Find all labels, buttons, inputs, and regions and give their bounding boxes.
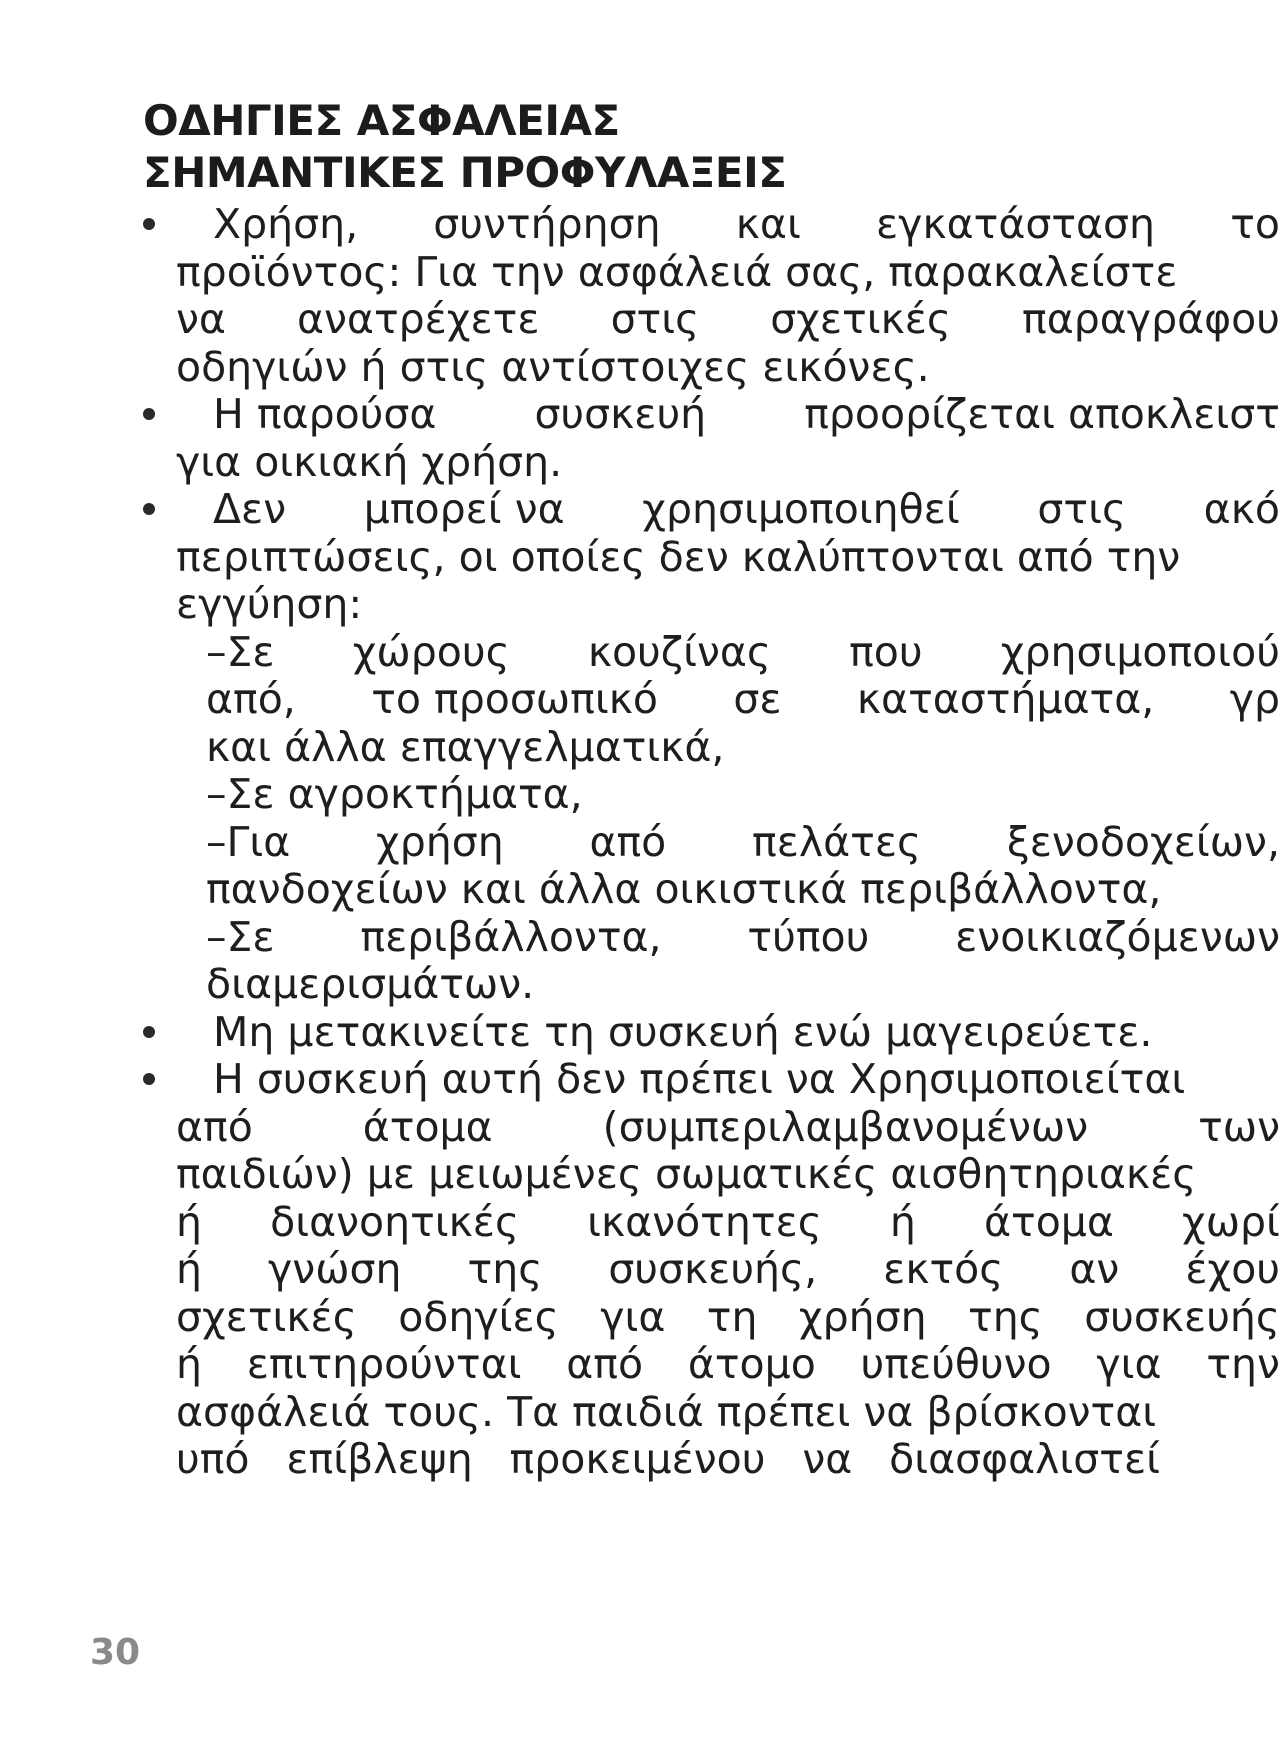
word: την [1206, 1340, 1280, 1388]
word: που [849, 627, 923, 676]
safety-instructions-list [0, 200, 1280, 1620]
word: ή [176, 1197, 202, 1246]
word: σχετικές [176, 1292, 357, 1341]
word: αν [1069, 1245, 1120, 1293]
word: επίβλεψη [286, 1435, 473, 1483]
word: επιτηρούνται [246, 1340, 522, 1388]
word: σε [733, 675, 782, 723]
word: χρήση [376, 817, 504, 866]
word: συσκευής [1084, 1292, 1280, 1341]
word: της [968, 1292, 1043, 1341]
word: χρήση [798, 1292, 927, 1341]
word: Η παρούσα [213, 390, 437, 438]
word: για [600, 1292, 666, 1341]
word: διανοητικές [270, 1197, 520, 1246]
word: συσκευή [534, 390, 707, 438]
word: και [735, 200, 801, 248]
list-item-line [176, 1386, 1156, 1438]
word: άτομο [687, 1340, 816, 1388]
word: ή [176, 1340, 202, 1388]
bullet-icon [143, 503, 155, 515]
list-item-line [213, 1053, 1185, 1105]
bullet-icon [143, 408, 155, 420]
word: ικανότητες [587, 1197, 822, 1246]
list-item-line [176, 293, 1280, 345]
list-item-line [176, 1148, 1196, 1200]
word: –Σε [206, 912, 275, 961]
list-item-line [176, 1243, 1280, 1295]
word: ακό [1203, 485, 1280, 533]
word: ξενοδοχείων, [1006, 817, 1280, 866]
word: να [176, 295, 226, 343]
word: ανατρέχετε [296, 295, 540, 343]
word: συσκευής, [608, 1245, 818, 1293]
word: Χρήση, [213, 200, 359, 248]
word: σχετικές [770, 295, 951, 343]
word: παραγράφου [1022, 295, 1280, 343]
word: στις [1037, 485, 1127, 533]
list-item-line [176, 1433, 1160, 1485]
word: άτομα [983, 1197, 1114, 1246]
word: χρησιμοποιού [1000, 627, 1280, 676]
list-item-line [176, 1196, 1280, 1248]
word: ασφάλειά τους. Τα παιδιά πρέπει να βρίσκονται [176, 1387, 1157, 1436]
word: –Σε αγροκτήματα, [206, 770, 583, 818]
list-item-line [176, 1101, 1280, 1153]
word: ενοικιαζόμενων [955, 912, 1280, 961]
word: και άλλα επαγγελματικά, [206, 722, 725, 771]
word: προορίζεται αποκλειστ [804, 390, 1280, 438]
word: διασφαλιστεί [889, 1435, 1160, 1483]
sub-item-line [206, 673, 1280, 725]
sub-item-line [206, 626, 1280, 678]
word: εγγύηση: [176, 580, 363, 628]
word: ή [176, 1245, 202, 1293]
word: υπό [176, 1435, 250, 1483]
word: από [566, 1340, 644, 1388]
word: Η συσκευή αυτή δεν πρέπει να Χρησιμοποιείται [213, 1055, 1186, 1103]
word: προϊόντος: Για την ασφάλειά σας, παρακαλείστε [176, 247, 1178, 296]
list-item-line [176, 341, 930, 393]
page-heading [143, 95, 786, 199]
word: γνώση [268, 1245, 402, 1293]
word: να [802, 1435, 853, 1483]
word: χρησιμοποιηθεί [642, 485, 960, 533]
word: –Σε [206, 627, 275, 676]
bullet-icon [143, 1073, 155, 1085]
word: κουζίνας [587, 627, 771, 676]
word: ή [889, 1197, 916, 1246]
word: τύπου [747, 912, 870, 961]
list-item-line [176, 246, 1177, 298]
word: υπεύθυνο [860, 1340, 1052, 1388]
word: άτομα [362, 1102, 493, 1151]
word: το προσωπικό [371, 675, 658, 723]
heading-line-1: ΟΔΗΓΙΕΣ ΑΣΦΑΛΕΙΑΣ [143, 96, 620, 145]
list-item-line [213, 388, 1280, 440]
word: περιβάλλοντα, [360, 912, 662, 961]
word: των [1198, 1102, 1280, 1151]
sub-item-line [206, 816, 1280, 868]
list-item-line [176, 436, 562, 488]
list-item-line [213, 198, 1280, 250]
word: πανδοχείων και άλλα οικιστικά περιβάλλοντα, [206, 865, 1162, 913]
bullet-icon [143, 218, 155, 230]
list-item-line [213, 483, 1280, 535]
sub-item-line [206, 911, 1280, 963]
word: έχου [1185, 1245, 1280, 1293]
word: περιπτώσεις, οι οποίες δεν καλύπτονται από την [176, 532, 1181, 581]
word: πελάτες [752, 817, 922, 866]
list-item-line [176, 531, 1180, 583]
word: της [467, 1245, 543, 1293]
word: χωρί [1182, 1197, 1280, 1246]
word: (συμπεριλαμβανομένων [602, 1102, 1089, 1151]
word: εκτός [883, 1245, 1004, 1293]
word: οδηγιών ή στις αντίστοιχες εικόνες. [176, 342, 930, 391]
word: Δεν [213, 485, 287, 533]
word: το [1230, 200, 1280, 248]
word: παιδιών) με μειωμένες σωματικές αισθητηριακές [176, 1150, 1197, 1198]
word: εγκατάσταση [876, 200, 1156, 248]
word: –Για [206, 817, 291, 866]
sub-item-line [206, 863, 1161, 915]
word: για [1096, 1340, 1162, 1388]
heading-line-2: ΣΗΜΑΝΤΙΚΕΣ ΠΡΟΦΥΛΑΞΕΙΣ [143, 148, 787, 197]
word: για οικιακή χρήση. [176, 437, 563, 486]
list-item-line [176, 1291, 1280, 1343]
word: προκειμένου [509, 1435, 766, 1483]
list-item-line [176, 578, 362, 630]
word: χώρους [352, 627, 510, 676]
page-number: 30 [90, 1632, 141, 1673]
word: από [589, 817, 667, 866]
list-item-line [213, 1006, 1152, 1058]
word: καταστήματα, [856, 675, 1155, 723]
list-item-line [176, 1338, 1280, 1390]
word: οδηγίες [398, 1292, 559, 1341]
word: τη [706, 1292, 758, 1341]
sub-item-line [206, 721, 724, 773]
word: μπορεί να [363, 485, 565, 533]
sub-item-line [206, 958, 534, 1010]
word: διαμερισμάτων. [206, 960, 535, 1008]
word: από, [206, 675, 296, 723]
word: γρ [1229, 675, 1280, 723]
word: συντήρηση [433, 200, 661, 248]
bullet-icon [143, 1026, 155, 1038]
word: στις [610, 295, 700, 343]
word: από [176, 1102, 253, 1151]
word: Μη μετακινείτε τη συσκευή ενώ μαγειρεύετε. [213, 1007, 1153, 1056]
sub-item-line [206, 768, 583, 820]
